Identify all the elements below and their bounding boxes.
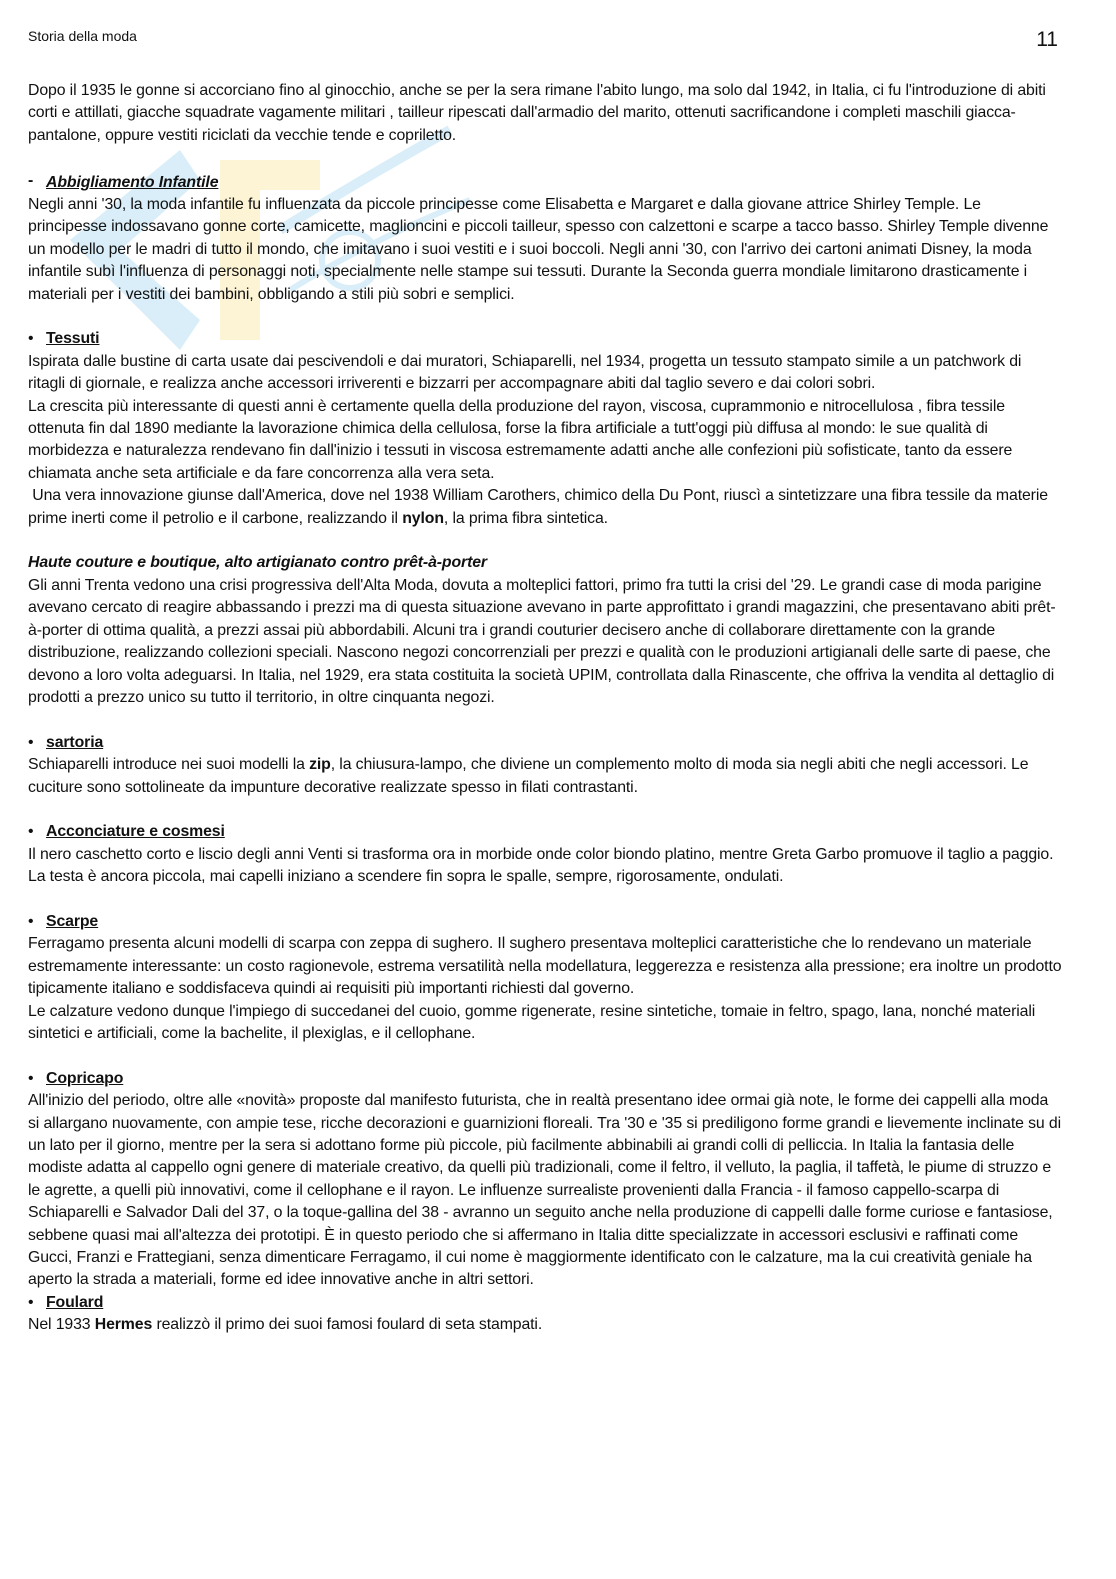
intro-paragraph: Dopo il 1935 le gonne si accorciano fino al ginocchio, anche se per la sera rimane l'abito lungo, ma solo dal 1942, in Italia, ci fu l'introduzione di abiti corti e attillati, giacche squadrate vagamente militari , tailleur ripescati dall'armadio del marito, ottenuti sacrificandone i completi maschili giacca-pantalone, oppure vestiti riciclati da vecchie tende e copriletto. [28,82,1046,144]
section-heading-sartoria [28,732,1062,754]
acconciature-paragraph: Il nero caschetto corto e liscio degli anni Venti si trasforma ora in morbide onde color biondo platino, mentre Greta Garbo promuove il taglio a paggio. La testa è ancora piccola, mai capelli iniziano a scendere fin sopra le spalle, sempre, rigorosamente, ondulati. [28,845,1054,886]
section-heading-haute-couture: Haute couture e boutique, alto artigianato contro prêt-à-porter [28,554,487,572]
tessuti-paragraph-1: Ispirata dalle bustine di carta usate dai pescivendoli e dai muratori, Schiaparelli, nel 1934, progetta un tessuto stampato simile a un patchwork di ritagli di giornale, e realizza anche accessori irriverenti e bizzarri per accompagnare abiti dal taglio severo e dai colori sobri. [28,352,1022,393]
heading-label: Tessuti [46,330,100,348]
bold-term: Hermes [94,1316,153,1334]
scarpe-paragraph-1: Ferragamo presenta alcuni modelli di scarpa con zeppa di sughero. Il sughero presentava molteplici caratteristiche che lo rendevano un materiale estremamente interessante: un costo ragionevole, estrema versatilità nella modellatura, leggerezza e resistenza alla pressione; era inoltre un prodotto tipicamente italiano e soddisfaceva quindi ai requisiti più importanti richiesti dal governo. [28,935,1062,998]
bold-term: zip [309,756,331,774]
haute-couture-paragraph: Gli anni Trenta vedono una crisi progressiva dell'Alta Moda, dovuta a molteplici fattori, primo fra tutti la crisi del '29. Le grandi case di moda parigine avevano cercato di reagire abbassando i prezzi ma di questa situazione avevano in parte approfittato i grandi magazzini, che presentavano abiti prêt-à-porter di ottima qualità, a prezzi assai più abbordabili. Alcuni tra i grandi couturier decisero anche di collaborare direttamente con la grande distribuzione, realizzando collezioni speciali. Nascono negozi concorrenziali per prezzi e qualità con le produzioni artigianali delle sarte di paese, che devono a loro volta adeguarsi. In Italia, nel 1929, era stata costituita la società UPIM, controllata dalla Rinascente, che offriva la vendita al dettaglio di prodotti a prezzo unico su tutto il territorio, in oltre cinquanta negozi. [28,576,1056,706]
sartoria-paragraph [28,754,1062,799]
section-heading-scarpe [28,911,1062,933]
bullet-icon: • [28,912,34,930]
text-run: Nel 1933 [28,1316,95,1334]
page-number: 11 [1036,28,1058,51]
scarpe-paragraph-2: Le calzature vedono dunque l'impiego di succedanei del cuoio, gomme rigenerate, resine sintetiche, tomaie in feltro, spago, lana, nonché materiali sintetici e artificiali, come la bachelite, il plexiglas, e il cellophane. [28,1002,1036,1042]
heading-label: Foulard [46,1293,104,1311]
copricapo-paragraph: All'inizio del periodo, oltre alle «novità» proposte dal manifesto futurista, che in realtà presentano idee ormai già note, le forme dei cappelli alla moda si allargano nuovamente, con ampie tese, ricche decorazioni e guarnizioni floreali. Tra '30 e '35 si prediligono forme grandi e lievemente inclinate su di un lato per il giorno, mentre per la sera si adottano forme più piccole, più facilmente abbinabili ai grandi colli di pelliccia. In Italia la fantasia delle modiste adatta al cappello ogni genere di materiale creativo, da quelli più tradizionali, come il feltro, il velluto, la paglia, il taffetà, le piume di struzzo e le agrette, a quelli più innovativi, come il cellophane e il rayon. Le influenze surrealiste provenienti dalla Francia - il famoso cappello-scarpa di Schiaparelli e Salvador Dali del 37, o la toque-gallina del 38 - avranno un seguito anche nella produzione di cappelli dalle forme curiose e fantasiose, sebbene quasi mai all'altezza dei prototipi. È in questo periodo che si affermano in Italia ditte specializzate in accessori esclusivi e raffinati come Gucci, Franzi e Frattegiani, senza dimenticare Ferragamo, il cui nome è maggiormente identificato con le calzature, ma la cui creatività geniale ha aperto la strada a materiali, forme ed idee innovative anche in altri settori. [28,1092,1061,1289]
section-heading-tessuti [28,328,1062,350]
section-heading-foulard [28,1292,1062,1314]
bullet-icon: • [28,330,34,348]
section-heading-abbigliamento-infantile [28,170,1062,194]
foulard-paragraph [28,1314,1062,1336]
bold-term: nylon [402,509,444,527]
bullet-icon: • [28,1293,34,1311]
running-header-title: Storia della moda [28,28,137,44]
bullet-icon: • [28,823,34,841]
bullet-icon: • [28,733,34,751]
infantile-paragraph: Negli anni '30, la moda infantile fu influenzata da piccole principesse come Elisabetta e Margaret e dalla giovane attrice Shirley Temple. Le principesse indossavano gonne corte, camicette, maglioncini e piccoli tailleur, spesso con calzettoni e scarpe a tacco basso. Shirley Temple divenne un modello per le madri di tutto il mondo, che imitavano i suoi vestiti e i suoi boccoli. Negli anni '30, con l'arrivo dei cartoni animati Disney, la moda infantile subì l'influenza di personaggi noti, specialmente nelle stampe sui tessuti. Durante la Seconda guerra mondiale limitarono drasticamente i materiali per i vestiti dei bambini, obbligando a stili più sobri e semplici. [28,196,1049,303]
heading-label: Acconciature e cosmesi [46,823,225,841]
heading-label: Scarpe [46,912,99,930]
text-run: Schiaparelli introduce nei suoi modelli la [28,756,310,774]
heading-label: sartoria [46,733,104,751]
bullet-icon: • [28,1069,34,1087]
heading-label: Abbigliamento Infantile [46,173,219,191]
section-heading-acconciature [28,821,1062,843]
section-heading-copricapo [28,1068,1062,1090]
heading-label: Copricapo [46,1069,124,1087]
text-run: realizzò il primo dei suoi famosi foulard di seta stampati. [152,1316,543,1334]
document-body [28,80,1062,1337]
text-run: , la chiusura-lampo, che diviene un complemento molto di moda sia negli abiti che negli accessori. Le cuciture sono sottolineate da impunture decorative realizzate spesso in filati contrastanti. [28,756,1029,796]
tessuti-paragraph-2: La crescita più interessante di questi anni è certamente quella della produzione del rayon, viscosa, cuprammonio e nitrocellulosa , fibra tessile ottenuta fin dal 1890 mediante la lavorazione chimica della cellulosa, forse la fibra artificiale a tutt'oggi più diffusa al mondo: le sue qualità di morbidezza e naturalezza rendevano fin dall'inizio i tessuti in viscosa estremamente adatti anche alle confezioni più sofisticate, tanto da essere chiamata anche seta artificiale e da fare concorrenza alla vera seta. [28,397,1013,482]
dash-marker: - [28,171,34,189]
tessuti-paragraph-3 [28,485,1062,530]
text-run: Una vera innovazione giunse dall'America, dove nel 1938 William Carothers, chimico della Du Pont, riuscì a sintetizzare una fibra tessile da materie prime inerti come il petrolio e il carbone, realizzando il [28,487,1053,527]
text-run: , la prima fibra sintetica. [443,509,608,527]
